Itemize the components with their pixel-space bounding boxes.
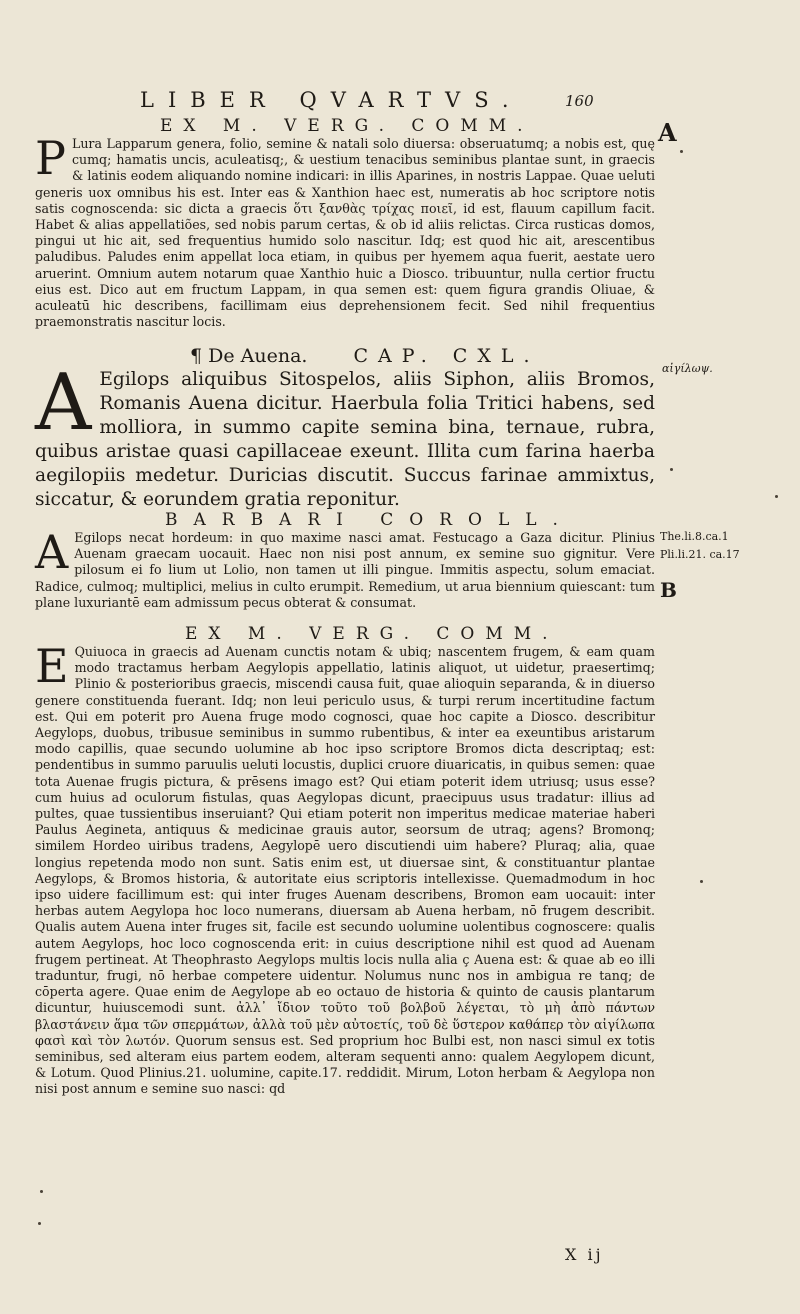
section-body: Egilops necat hordeum: in quo maxime nasci amat. Festucago a Gaza dicitur. Plinius Auenam graecam uocauit. Haec non nisi post annum, ex semine suo gignitur. Vere pilosum ei fo lium ut Lolio, non tamen ut illi pingue. Immitis aspectu, solum emaciat. Radice, culmoq; multiplici, melius in culto erumpit. Remedium, ut arua biennium quiescant: tum plane luxuriantē eam admissum pecus obterat & consumat. <box>35 530 655 610</box>
margin-speck <box>775 495 778 498</box>
margin-greek-note: αἰγίλωψ. <box>662 362 713 375</box>
drop-cap: A <box>35 525 69 579</box>
chapter-heading <box>35 344 655 368</box>
margin-speck <box>700 880 703 883</box>
margin-speck <box>670 468 673 471</box>
section-header: EX M. VERG. COMM. <box>185 624 559 644</box>
chapter-de-auena <box>35 344 655 512</box>
section-body: Quiuoca in graecis ad Auenam cunctis notam & ubiq; nascentem frugem, & eam quam modo tractamus herbam Aegylopis appellatio, latinis aliquot, ut uidetur, praesertimq; Plinio & posterioribus graecis, miscendi causa fuit, quae alioquin separanda, & in diuerso genere constituenda fuerant. Idq; non leui periculo usus, & turpi rerum incertitudine factum est. Qui em poterit pro Auena fruge modo cognosci, quae hoc capite a Diosco. describitur Aegylops, duobus, tribusue seminibus in summo rubentibus, & inter ea exeuntibus aristarum modo capillis, quae secundo uolumine ab hoc ipso scriptore Bromos dicta descriptaq; est: pendentibus in summo paruulis ueluti locustis, duplici cruore diuaricatis, in quibus semen: quae tota Auenae frugis pictura, & prēsens imago est? Qui etiam poterit idem utriusq; usus esse? cum huius ad oculorum fistulas, quas Aegylopas dicunt, praecipuus usus tradatur: illius ad pultes, quae tussientibus inseruiant? Qui etiam poterit non imperitus medicae materiae haberi Paulus Aegineta, antiquus & medicinae grauis autor, seorsum de utraq; agens? Bromonq; similem Hordeo uiribus tradens, Aegylopē uero discutiendi uim habere? Pluraq; alia, quae longius repetenda modo non sunt. Satis enim est, ut diuersae sint, & constituantur plantae Aegylops, & Bromos historia, & autoritate eius scriptoris intellexisse. Quemadmodum in hoc ipso uidere facillimum est: qui inter fruges Auenam describens, Bromon eam uocauit: inter herbas autem Aegylopa hoc loco numerans, diuersam ab Auena herbam, nō frugem describit. Qualis autem Auena inter fruges sit, facile est secundo uolumine uolentibus cognoscere: qualis autem Aegylops, hoc loco cognoscenda erit: in cuius descriptione nihil est quod ad Auenam frugem pertineat. At Theophrasto Aegylops multis locis nulla alia ç Auena est: & quae ab eo illi traduntur, frugi, nō herbae competere uidentur. Nolumus nunc nos in ambigua re tanq; de cōperta agere. Quae enim de Aegylope ab eo octauo de historia & quinto de causis plantarum dicuntur, huiuscemodi sunt. ἀλλ᾽ ἴδιον τοῦτο τοῦ βολβοῦ λέγεται, τὸ μὴ ἀπὸ πάντων βλαστάνειν ἅμα τῶν σπερμάτων, ἀλλὰ τοῦ μὲν αὐτοετίς, τοῦ δὲ ὕστερον καθάπερ τὸν αἰγίλωπα φασὶ καὶ τὸν λωτόν. Quorum sensus est. Sed proprium hoc Bulbi est, non nasci simul ex totis seminibus, sed alteram eius partem eodem, alteram sequenti anno: qualem Aegylopem dicunt, & Lotum. Quod Plinius.21. uolumine, capite.17. reddidit. Mirum, Loton herbam & Aegylopa non nisi post annum e semine suo nasci: qd <box>35 644 655 1097</box>
chapter-number: CAP. CXL. <box>353 345 540 367</box>
section-header: BARBARI COROLL. <box>165 510 574 530</box>
drop-cap: P <box>35 131 66 185</box>
margin-letter-b: B <box>660 578 677 602</box>
section-verg-comm-2 <box>35 624 655 1098</box>
margin-speck <box>40 1190 43 1193</box>
drop-cap: A <box>35 358 92 448</box>
margin-speck <box>38 1222 41 1225</box>
signature-mark: X ij <box>565 1245 604 1264</box>
section-body: Lura Lapparum genera, folio, semine & natali solo diuersa: obseruatumq; a nobis est, quę cumq; hamatis uncis, aculeatisq;, & uestium tenacibus seminibus plantae sunt, in graecis & latinis eodem aliquando nomine indicari: in illis Aparines, in nostris Lappae. Quae ueluti generis uox omnibus his est. Inter eas & Xanthion haec est, numeratis ab hoc scriptore notis satis cognoscenda: sic dicta a graecis ὅτι ξανθὰς τρίχας ποιεῖ, id est, flauum capillum facit. Habet & alias appellatiões, sed nobis parum certas, & ob id aliis relictas. Circa rusticas domos, pingui ut hic ait, sed frequentius humido solo nascitur. Idq; est quod hic ait, arescentibus paludibus. Paludes enim appellat loca etiam, in quibus per hyemem aqua fuerit, aestate uero aruerint. Omnium autem notarum quae Xanthio huic a Diosco. tribuuntur, nulla certior fructu eius est. Dico aut em fructum Lappam, in qua semen est: quem figura grandis Oliuae, & aculeatū hic describens, facillimam eius deprehensionem fecit. Sed nihil frequentius praemonstratis nascitur locis. <box>35 136 655 330</box>
section-barbari-coroll <box>35 510 655 611</box>
folio-number: 160 <box>565 92 594 110</box>
section-verg-comm-1 <box>35 116 655 330</box>
chapter-body: Egilops aliquibus Sitospelos, aliis Siphon, aliis Bromos, Romanis Auena dicitur. Haerbula folia Tritici habens, sed molliora, in summo capite semina bina, ternaue, rubra, quibus aristae quasi capillaceae exeunt. Illita cum farina haerba aegilopiis medetur. Duricias discutit. Succus farinae ammixtus, siccatur, & eorundem gratia reponitur. <box>35 369 655 510</box>
section-header: EX M. VERG. COMM. <box>160 116 534 136</box>
drop-cap: E <box>35 639 69 693</box>
margin-reference-2: Pli.li.21. ca.17 <box>660 548 740 561</box>
margin-speck <box>680 150 683 153</box>
pilcrow-icon: ¶ <box>190 345 203 367</box>
margin-letter-a: A <box>658 118 677 147</box>
chapter-title: De Auena. <box>208 345 308 367</box>
margin-reference-1: The.li.8.ca.1 <box>660 530 729 543</box>
running-head: LIBER QVARTVS. <box>140 88 523 112</box>
